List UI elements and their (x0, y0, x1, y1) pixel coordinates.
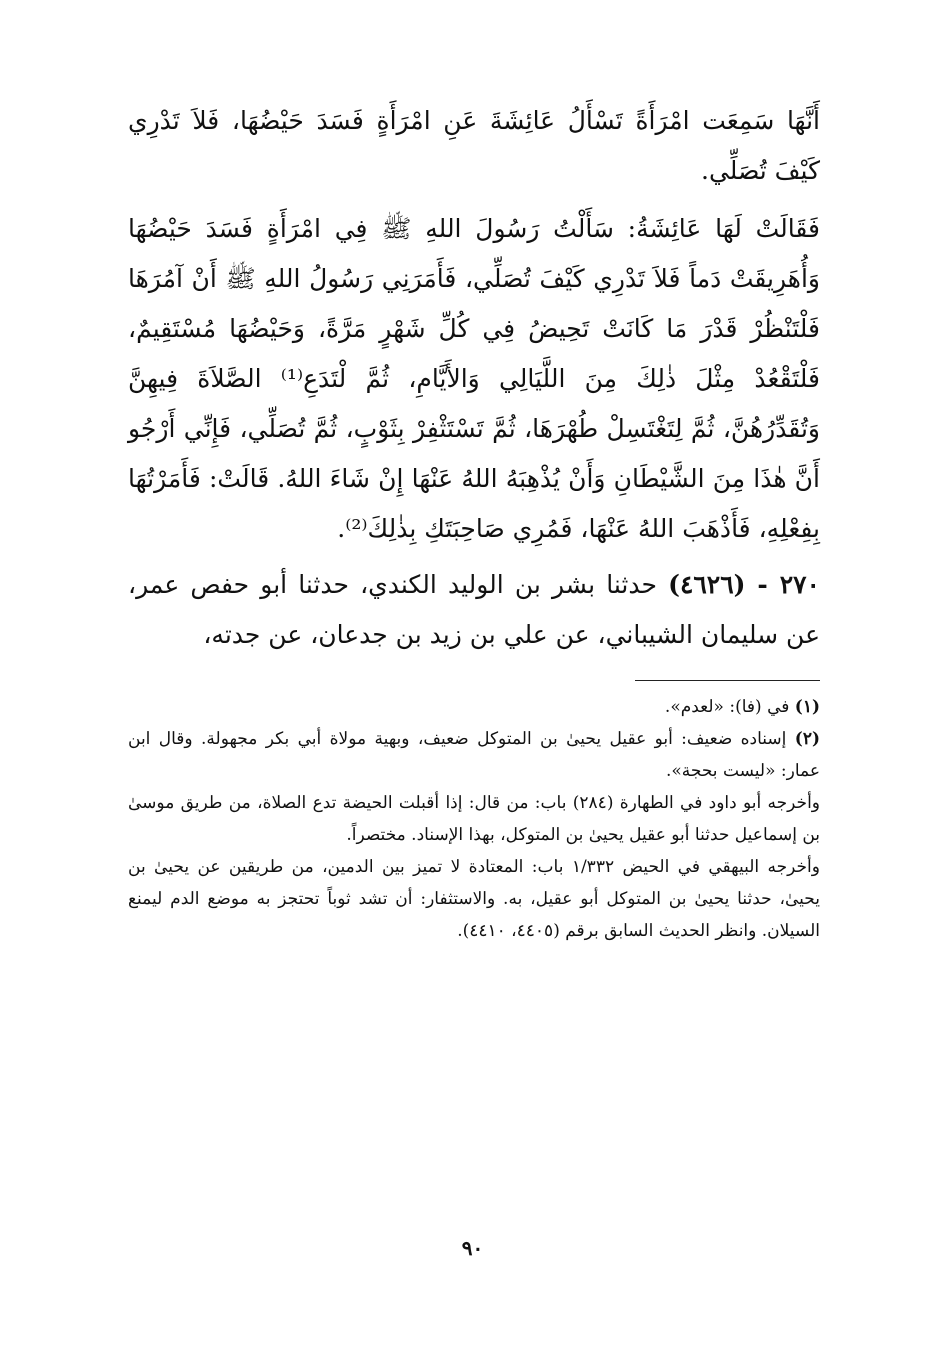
footnote-2-text: إسناده ضعيف: أبو عقيل يحيىٰ بن المتوكل ضعيف، وبهية مولاة أبي بكر مجهولة. وقال ابن عمار: «ليست بحجة». (128, 729, 820, 781)
footnote-2-continued-1: وأخرجه أبو داود في الطهارة (٢٨٤) باب: من قال: إذا أقبلت الحيضة تدع الصلاة، من طريق موسىٰ بن إسماعيل حدثنا أبو عقيل يحيىٰ بن المتوكل، بهذا الإسناد. مختصراً. (128, 793, 821, 845)
footnote-2-continued-2: وأخرجه البيهقي في الحيض ١/٣٣٢ باب: المعتادة لا تميز بين الدمين، من طريقين عن يحيىٰ بن يحيىٰ، حدثنا يحيىٰ بن المتوكل أبو عقيل، به. والاستثفار: أن تشد ثوباً تحتجز به موضع الدم ليمنع السيلان. وانظر الحديث السابق برقم (٤٤٠٥، ٤٤١٠). (128, 857, 820, 941)
main-text (128, 96, 820, 660)
footnote-2 (128, 723, 820, 787)
hadith-chain: حدثنا بشر بن الوليد الكندي، حدثنا أبو حفص عمر، عن سليمان الشيباني، عن علي بن زيد بن جدعان، عن جدته، (128, 570, 820, 649)
hadith-number: ٢٧٠ - (٤٦٢٦) (668, 570, 820, 599)
page-number: ٩٠ (461, 1236, 484, 1260)
footnote-1-mark: (١) (794, 697, 820, 717)
footnotes (128, 691, 820, 947)
hadith-paragraph (128, 560, 820, 660)
footnote-divider (635, 680, 820, 681)
footnote-2-mark: (٢) (794, 729, 820, 749)
footnote-1 (128, 691, 820, 723)
book-page (128, 96, 820, 1346)
paragraph-2: فَقَالَتْ لَهَا عَائِشَةُ: سَأَلْتُ رَسُولَ اللهِ ﷺ فِي امْرَأَةٍ فَسَدَ حَيْضُهَا وَأُهَرِيقَتْ دَماً فَلاَ تَدْرِي كَيْفَ تُصَلِّي، فَأَمَرَنِي رَسُولُ اللهِ ﷺ أَنْ آمُرَهَا فَلْتَنْظُرْ قَدْرَ مَا كَانَتْ تَحِيضُ فِي كُلِّ شَهْرٍ مَرَّةً، وَحَيْضُهَا مُسْتَقِيمٌ، فَلْتَقْعُدْ مِثْلَ ذٰلِكَ مِنَ اللَّيَالِي وَالأَيَّامِ، ثُمَّ لْتَدَعِ⁽¹⁾ الصَّلاَةَ فِيهِنَّ وَتُقَدِّرُهُنَّ، ثُمَّ لِتَغْتَسِلْ طُهْرَهَا، ثُمَّ تَسْتَثْفِرْ بِثَوْبٍ، ثُمَّ تُصَلِّي، فَإِنِّي أَرْجُو أَنَّ هٰذَا مِنَ الشَّيْطَانِ وَأَنْ يُذْهِبَهُ اللهُ عَنْهَا إِنْ شَاءَ اللهُ. قَالَتْ: فَأَمَرْتُهَا بِفِعْلِهِ، فَأَذْهَبَ اللهُ عَنْهَا، فَمُرِي صَاحِبَتَكِ بِذٰلِكَ⁽²⁾. (128, 214, 821, 543)
paragraph-1: أَنَّهَا سَمِعَت امْرَأَةً تَسْأَلُ عَائِشَةَ عَنِ امْرَأَةٍ فَسَدَ حَيْضُهَا، فَلاَ تَدْرِي كَيْفَ تُصَلِّي. (128, 106, 820, 185)
footnote-1-text: في (فا): «لعدم». (664, 697, 790, 717)
